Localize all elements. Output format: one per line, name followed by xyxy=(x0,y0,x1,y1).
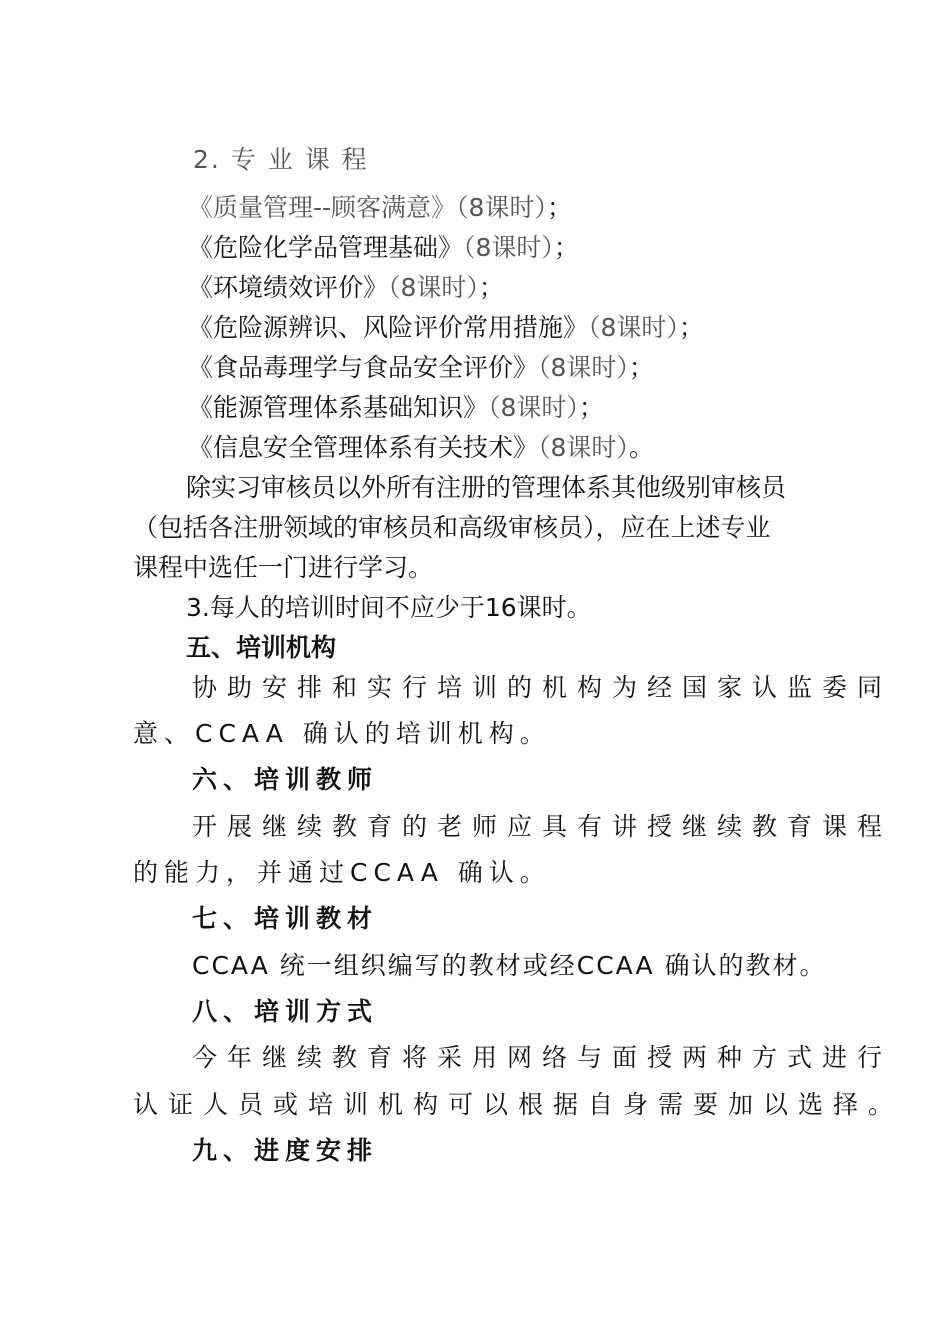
paragraph-line: （包括各注册领域的审核员和高级审核员），应在上述专业 xyxy=(133,513,771,542)
paragraph-line: CCAA 统一组织编写的教材或经CCAA 确认的教材。 xyxy=(192,951,827,980)
course-item xyxy=(188,312,704,344)
item-3-line: 3.每人的培训时间不应少于16课时。 xyxy=(186,593,592,622)
course-title: 《质量管理--顾客满意》 xyxy=(188,193,457,222)
course-title: 《环境绩效评价》 xyxy=(188,273,389,302)
course-end-punct: ； xyxy=(478,273,504,302)
course-item xyxy=(188,352,654,384)
paragraph-line: 意、CCAA 确认的培训机构。 xyxy=(133,719,551,748)
course-end-punct: ； xyxy=(628,353,654,382)
course-item xyxy=(188,192,572,224)
paragraph-line: 认证人员或培训机构可以根据自身需要加以选择。 xyxy=(133,1090,904,1119)
course-item xyxy=(188,432,654,464)
course-title: 《能源管理体系基础知识》 xyxy=(188,393,489,422)
course-title: 《食品毒理学与食品安全评价》 xyxy=(188,353,539,382)
course-title: 《危险源辨识、风险评价常用措施》 xyxy=(188,313,589,342)
course-hours: （8课时） xyxy=(456,193,547,222)
paragraph-line: 课程中选任一门进行学习。 xyxy=(133,553,434,582)
course-end-punct: ； xyxy=(578,393,604,422)
paragraph-line: 除实习审核员以外所有注册的管理体系其他级别审核员 xyxy=(186,473,787,502)
course-end-punct: ； xyxy=(678,313,704,342)
section-heading: 九、进度安排 xyxy=(192,1136,379,1165)
course-hours: （8课时） xyxy=(538,353,629,382)
course-end-punct: ； xyxy=(546,193,572,222)
course-title: 《危险化学品管理基础》 xyxy=(188,233,464,262)
section-heading: 五、培训机构 xyxy=(186,633,337,662)
section-heading: 六、培训教师 xyxy=(192,765,379,794)
course-hours: （8课时） xyxy=(488,393,579,422)
paragraph-line: 今年继续教育将采用网络与面授两种方式进行 xyxy=(192,1043,893,1072)
course-hours: （8课时） xyxy=(463,233,554,262)
course-hours: （8课时） xyxy=(588,313,679,342)
course-title: 《信息安全管理体系有关技术》 xyxy=(188,433,539,462)
course-end-punct: ； xyxy=(553,233,579,262)
course-item xyxy=(188,232,579,264)
course-end-punct: 。 xyxy=(628,433,654,462)
course-hours: （8课时） xyxy=(538,433,629,462)
paragraph-line: 协助安排和实行培训的机构为经国家认监委同 xyxy=(192,673,893,702)
section-heading: 八、培训方式 xyxy=(192,997,379,1026)
section-heading: 七、培训教材 xyxy=(192,904,379,933)
section-2-title: 2. 专 业 课 程 xyxy=(193,145,369,174)
course-item xyxy=(188,392,604,424)
paragraph-line: 的能力，并通过CCAA 确认。 xyxy=(133,858,551,887)
course-item xyxy=(188,272,504,304)
course-hours: （8课时） xyxy=(388,273,479,302)
paragraph-line: 开展继续教育的老师应具有讲授继续教育课程 xyxy=(192,812,893,841)
